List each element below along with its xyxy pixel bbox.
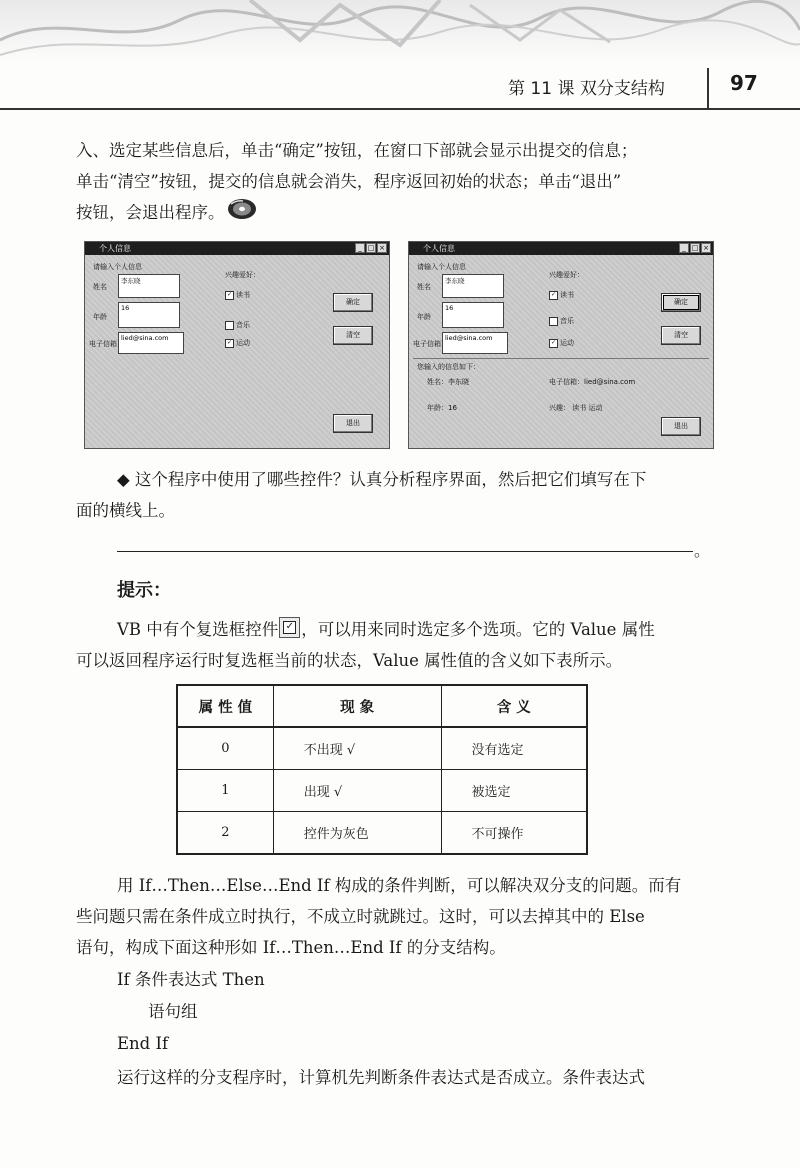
checkbox-reading-label: 读书: [560, 291, 574, 299]
table-cell: 0: [177, 727, 273, 770]
output-name: 姓名：李东晓: [427, 378, 469, 386]
page-number: 97: [730, 71, 758, 95]
hint-line-1-b: ，可以用来同时选定多个选项。它的 Value 属性: [301, 620, 655, 639]
ok-button[interactable]: 确定: [333, 293, 373, 312]
intro-line-3-text: 按钮，会退出程序。: [76, 203, 225, 222]
checkbox-checked-icon: ✓: [226, 290, 233, 298]
hint-line-2: 可以返回程序运行时复选框当前的状态，Value 属性值的含义如下表所示。: [76, 651, 623, 670]
ok-button[interactable]: 确定: [661, 293, 701, 312]
table-header: 现 象: [273, 685, 441, 727]
email-label: 电子信箱: [413, 340, 441, 348]
age-input[interactable]: 16: [118, 302, 180, 328]
intro-line-3: [76, 197, 257, 230]
intro-line-1: 入、选定某些信息后，单击“确定”按钮，在窗口下部就会显示出提交的信息；: [76, 141, 638, 160]
table-header: 属 性 值: [177, 685, 273, 727]
close-icon[interactable]: ×: [377, 243, 387, 253]
age-label: 年龄: [417, 313, 431, 321]
email-input[interactable]: lied@sina.com: [442, 332, 508, 354]
exit-button[interactable]: 退出: [333, 414, 373, 433]
hint-title: 提示：: [117, 580, 171, 601]
maximize-icon[interactable]: □: [691, 244, 699, 252]
exit-button[interactable]: 退出: [661, 417, 701, 436]
table-cell: 1: [177, 770, 273, 812]
checkbox-music[interactable]: [225, 320, 250, 330]
checkbox-checked-icon: ✓: [550, 338, 557, 346]
checkbox-checked-icon: ✓: [550, 290, 557, 298]
output-email: 电子信箱：lied@sina.com: [549, 378, 636, 386]
table-cell: 不可操作: [441, 812, 587, 855]
screenshot-submitted-state: [408, 241, 714, 449]
body-line-4: 运行这样的分支程序时，计算机先判断条件表达式是否成立。条件表达式: [117, 1068, 645, 1087]
output-header: 您输入的信息如下：: [417, 363, 480, 371]
prompt-label: 请输入个人信息: [417, 263, 466, 271]
cd-disc-icon: [227, 198, 257, 230]
output-separator: [413, 358, 709, 359]
checkbox-reading[interactable]: [225, 290, 250, 300]
table-cell: 控件为灰色: [273, 812, 441, 855]
checkbox-reading-label: 读书: [236, 291, 250, 299]
code-line-2: 语句组: [148, 1002, 198, 1021]
decorative-pattern: [0, 0, 800, 62]
code-line-1: If 条件表达式 Then: [117, 970, 265, 989]
table-cell: 出现 √: [273, 770, 441, 812]
prompt-label: 请输入个人信息: [93, 263, 142, 271]
clear-button[interactable]: 清空: [661, 326, 701, 345]
checkbox-music-label: 音乐: [236, 321, 250, 329]
close-icon[interactable]: ×: [701, 243, 711, 253]
body-line-1: 用 If…Then…Else…End If 构成的条件判断，可以解决双分支的问题。而有: [117, 876, 682, 895]
window-title: 个人信息: [99, 244, 131, 253]
age-label: 年龄: [93, 313, 107, 321]
window-titlebar: [409, 242, 713, 255]
lesson-title: 第 11 课 双分支结构: [508, 79, 665, 99]
hint-line-1: [117, 614, 655, 645]
output-interests: 兴趣： 读书 运动: [549, 404, 603, 412]
window-titlebar: [85, 242, 389, 255]
header-rule: [0, 108, 800, 110]
code-line-3: End If: [117, 1034, 169, 1053]
window-title: 个人信息: [423, 244, 455, 253]
name-label: 姓名: [93, 283, 107, 291]
table-cell: 被选定: [441, 770, 587, 812]
checkbox-reading[interactable]: [549, 290, 574, 300]
checkbox-music[interactable]: [549, 316, 574, 326]
checkbox-sports[interactable]: [549, 338, 574, 348]
checkbox-unchecked-icon: [549, 317, 558, 326]
intro-line-2: 单击“清空”按钮，提交的信息就会消失，程序返回初始的状态；单击“退出”: [76, 172, 622, 191]
hint-line-1-a: VB 中有个复选框控件: [117, 620, 279, 639]
table-row: [177, 812, 587, 855]
maximize-icon[interactable]: □: [367, 244, 375, 252]
checkbox-control-icon: ✓: [279, 617, 300, 638]
decorative-header-band: [0, 0, 800, 62]
table-header: 含 义: [441, 685, 587, 727]
email-label: 电子信箱: [89, 340, 117, 348]
checkbox-sports[interactable]: [225, 338, 250, 348]
value-property-table: [176, 684, 588, 855]
checkbox-sports-label: 运动: [236, 339, 250, 347]
answer-blank-line[interactable]: [117, 551, 693, 552]
name-input[interactable]: 李东晓: [118, 274, 180, 298]
question-line-1: ◆ 这个程序中使用了哪些控件？认真分析程序界面，然后把它们填写在下: [117, 470, 647, 489]
checkbox-sports-label: 运动: [560, 339, 574, 347]
question-line-2: 面的横线上。: [76, 501, 175, 520]
email-input[interactable]: lied@sina.com: [118, 332, 184, 354]
table-row: [177, 727, 587, 770]
checkbox-unchecked-icon: [225, 321, 234, 330]
clear-button[interactable]: 清空: [333, 326, 373, 345]
checkbox-checked-icon: ✓: [226, 338, 233, 346]
minimize-icon[interactable]: _: [355, 243, 365, 253]
body-line-2: 些问题只需在条件成立时执行，不成立时就跳过。这时，可以去掉其中的 Else: [76, 907, 645, 926]
table-header-row: [177, 685, 587, 727]
header-divider: [707, 68, 709, 108]
interests-label: 兴趣爱好：: [549, 271, 584, 279]
body-line-3: 语句，构成下面这种形如 If…Then…End If 的分支结构。: [76, 938, 506, 957]
table-cell: 不出现 √: [273, 727, 441, 770]
answer-blank-end: 。: [694, 541, 711, 560]
screenshot-initial-state: [84, 241, 390, 449]
name-label: 姓名: [417, 283, 431, 291]
table-row: [177, 770, 587, 812]
minimize-icon[interactable]: _: [679, 243, 689, 253]
checkbox-music-label: 音乐: [560, 317, 574, 325]
table-cell: 2: [177, 812, 273, 855]
table-cell: 没有选定: [441, 727, 587, 770]
age-input[interactable]: 16: [442, 302, 504, 328]
output-age: 年龄：16: [427, 404, 457, 412]
name-input[interactable]: 李东晓: [442, 274, 504, 298]
interests-label: 兴趣爱好：: [225, 271, 260, 279]
